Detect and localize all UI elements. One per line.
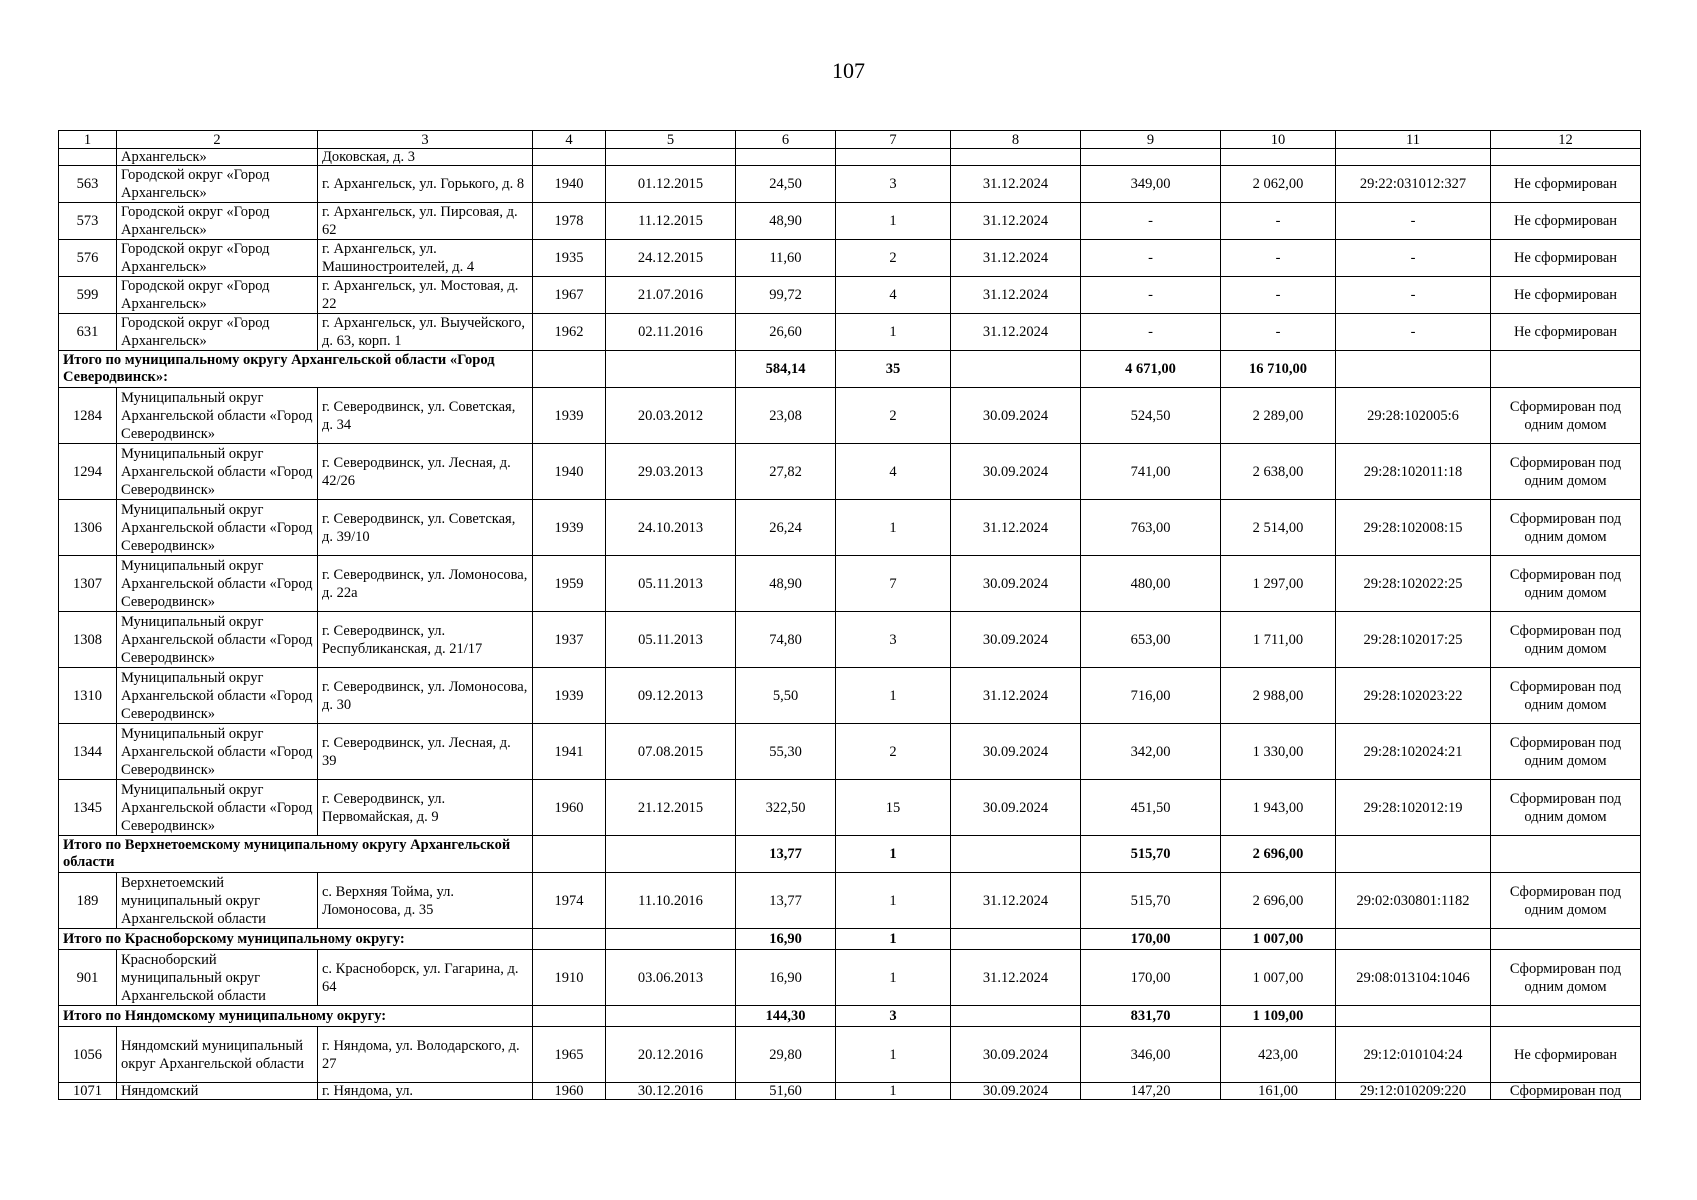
cell-date: 20.12.2016: [606, 1027, 736, 1083]
cell-deadline: [951, 149, 1081, 166]
subtotal-cell-plot-status: [1491, 929, 1641, 950]
cell-address: г. Северодвинск, ул. Ломоносова, д. 22а: [318, 556, 533, 612]
cell-plot-area: [1081, 149, 1221, 166]
cell-house-area: -: [1221, 240, 1336, 277]
cell-residents: 2: [836, 388, 951, 444]
cell-date: 05.11.2013: [606, 612, 736, 668]
subtotal-cell-residents: 1: [836, 929, 951, 950]
cell-area: 29,80: [736, 1027, 836, 1083]
cell-address: г. Северодвинск, ул. Советская, д. 39/10: [318, 500, 533, 556]
cell-plot-area: -: [1081, 240, 1221, 277]
cell-year: 1939: [533, 668, 606, 724]
subtotal-cell-plot-area: 515,70: [1081, 836, 1221, 873]
cell-house-area: 2 988,00: [1221, 668, 1336, 724]
cell-area: 27,82: [736, 444, 836, 500]
cell-number: 1345: [59, 780, 117, 836]
cell-area: 13,77: [736, 873, 836, 929]
cell-house-area: 2 062,00: [1221, 166, 1336, 203]
cell-number: 599: [59, 277, 117, 314]
cell-plot-area: 716,00: [1081, 668, 1221, 724]
cell-date: [606, 149, 736, 166]
cell-residents: 1: [836, 203, 951, 240]
cell-date: 07.08.2015: [606, 724, 736, 780]
table-row: [59, 612, 1641, 668]
cell-deadline: 31.12.2024: [951, 166, 1081, 203]
cell-cadastral: 29:28:102005:6: [1336, 388, 1491, 444]
table-row: [59, 388, 1641, 444]
cell-number: 1284: [59, 388, 117, 444]
subtotal-cell-date: [606, 1006, 736, 1027]
cell-deadline: 30.09.2024: [951, 556, 1081, 612]
cell-cadastral: 29:28:102008:15: [1336, 500, 1491, 556]
subtotal-row: [59, 836, 1641, 873]
cell-residents: 15: [836, 780, 951, 836]
table-row: [59, 444, 1641, 500]
subtotal-cell-house-area: 1 109,00: [1221, 1006, 1336, 1027]
cell-plot-status: Не сформирован: [1491, 203, 1641, 240]
cell-house-area: 2 514,00: [1221, 500, 1336, 556]
cell-plot-area: 763,00: [1081, 500, 1221, 556]
cell-plot-area: 524,50: [1081, 388, 1221, 444]
cell-plot-status: Сформирован под одним домом: [1491, 500, 1641, 556]
subtotal-label: Итого по муниципальному округу Архангельской области «Город Северодвинск»:: [59, 351, 533, 388]
cell-residents: 1: [836, 1027, 951, 1083]
column-number-header: [59, 131, 1641, 149]
cell-deadline: 30.09.2024: [951, 780, 1081, 836]
col-header: 8: [951, 131, 1081, 149]
cell-number: 1310: [59, 668, 117, 724]
cell-plot-status: Не сформирован: [1491, 166, 1641, 203]
table-row: [59, 873, 1641, 929]
cell-plot-status: Сформирован под одним домом: [1491, 873, 1641, 929]
cell-year: 1978: [533, 203, 606, 240]
cell-plot-status: Сформирован под одним домом: [1491, 556, 1641, 612]
cell-address: г. Архангельск, ул. Машиностроителей, д. 4: [318, 240, 533, 277]
subtotal-cell-cadastral: [1336, 351, 1491, 388]
cell-municipality: Муниципальный округ Архангельской области «Город Северодвинск»: [117, 724, 318, 780]
cell-residents: 1: [836, 873, 951, 929]
cell-year: 1910: [533, 950, 606, 1006]
cell-cadastral: [1336, 149, 1491, 166]
subtotal-cell-area: 13,77: [736, 836, 836, 873]
cell-cadastral: 29:28:102022:25: [1336, 556, 1491, 612]
subtotal-label: Итого по Няндомскому муниципальному округу:: [59, 1006, 533, 1027]
cell-residents: 1: [836, 950, 951, 1006]
cell-number: 189: [59, 873, 117, 929]
cell-address: г. Архангельск, ул. Выучейского, д. 63, корп. 1: [318, 314, 533, 351]
cell-house-area: 1 297,00: [1221, 556, 1336, 612]
cell-deadline: 30.09.2024: [951, 612, 1081, 668]
cell-cadastral: 29:28:102024:21: [1336, 724, 1491, 780]
cell-plot-status: [1491, 149, 1641, 166]
subtotal-cell-area: 144,30: [736, 1006, 836, 1027]
cell-cadastral: 29:28:102017:25: [1336, 612, 1491, 668]
cell-address: г. Няндома, ул.: [318, 1083, 533, 1100]
continuation-row: [59, 149, 1641, 166]
cell-cadastral: 29:28:102011:18: [1336, 444, 1491, 500]
col-header: 2: [117, 131, 318, 149]
subtotal-cell-plot-status: [1491, 836, 1641, 873]
cell-number: 901: [59, 950, 117, 1006]
cell-municipality: Верхнетоемский муниципальный округ Архангельской области: [117, 873, 318, 929]
cell-house-area: 1 330,00: [1221, 724, 1336, 780]
cell-plot-status: Сформирован под одним домом: [1491, 780, 1641, 836]
cell-area: 99,72: [736, 277, 836, 314]
subtotal-cell-deadline: [951, 836, 1081, 873]
cell-address: г. Северодвинск, ул. Советская, д. 34: [318, 388, 533, 444]
subtotal-cell-cadastral: [1336, 929, 1491, 950]
subtotal-cell-plot-area: 170,00: [1081, 929, 1221, 950]
cell-municipality: Городской округ «Город Архангельск»: [117, 166, 318, 203]
cell-residents: 7: [836, 556, 951, 612]
subtotal-label: Итого по Верхнетоемскому муниципальному округу Архангельской области: [59, 836, 533, 873]
cell-plot-area: 346,00: [1081, 1027, 1221, 1083]
cell-deadline: 30.09.2024: [951, 444, 1081, 500]
cell-date: 30.12.2016: [606, 1083, 736, 1100]
cell-area: 322,50: [736, 780, 836, 836]
col-header: 3: [318, 131, 533, 149]
cell-number: 576: [59, 240, 117, 277]
cell-plot-status: Сформирован под одним домом: [1491, 668, 1641, 724]
cell-plot-area: 451,50: [1081, 780, 1221, 836]
cell-date: 21.12.2015: [606, 780, 736, 836]
cell-house-area: -: [1221, 314, 1336, 351]
subtotal-cell-deadline: [951, 351, 1081, 388]
subtotal-cell-area: 16,90: [736, 929, 836, 950]
subtotal-cell-house-area: 1 007,00: [1221, 929, 1336, 950]
cell-plot-area: -: [1081, 314, 1221, 351]
table-row: [59, 203, 1641, 240]
cell-plot-status: Не сформирован: [1491, 314, 1641, 351]
cell-number: 563: [59, 166, 117, 203]
cell-municipality: Муниципальный округ Архангельской области «Город Северодвинск»: [117, 556, 318, 612]
cell-address: г. Северодвинск, ул. Лесная, д. 39: [318, 724, 533, 780]
subtotal-cell-house-area: 2 696,00: [1221, 836, 1336, 873]
subtotal-cell-cadastral: [1336, 836, 1491, 873]
cell-address: г. Архангельск, ул. Горького, д. 8: [318, 166, 533, 203]
cell-municipality: Городской округ «Город Архангельск»: [117, 314, 318, 351]
cell-address: с. Верхняя Тойма, ул. Ломоносова, д. 35: [318, 873, 533, 929]
cell-area: [736, 149, 836, 166]
cell-area: 55,30: [736, 724, 836, 780]
cell-house-area: 1 711,00: [1221, 612, 1336, 668]
cell-date: 11.10.2016: [606, 873, 736, 929]
cell-residents: 2: [836, 240, 951, 277]
cell-date: 24.10.2013: [606, 500, 736, 556]
table-row: [59, 500, 1641, 556]
cell-year: 1962: [533, 314, 606, 351]
cell-plot-status: Не сформирован: [1491, 240, 1641, 277]
cell-municipality: Городской округ «Город Архангельск»: [117, 277, 318, 314]
cell-house-area: [1221, 149, 1336, 166]
cell-area: 48,90: [736, 203, 836, 240]
cell-municipality: Муниципальный округ Архангельской области «Город Северодвинск»: [117, 388, 318, 444]
cell-address: г. Северодвинск, ул. Первомайская, д. 9: [318, 780, 533, 836]
cell-plot-status: Сформирован под: [1491, 1083, 1641, 1100]
cell-plot-area: 342,00: [1081, 724, 1221, 780]
cell-date: 24.12.2015: [606, 240, 736, 277]
cell-address: г. Архангельск, ул. Пирсовая, д. 62: [318, 203, 533, 240]
cell-cadastral: -: [1336, 277, 1491, 314]
cell-address: Доковская, д. 3: [318, 149, 533, 166]
cell-area: 23,08: [736, 388, 836, 444]
subtotal-cell-residents: 3: [836, 1006, 951, 1027]
cell-municipality: Архангельск»: [117, 149, 318, 166]
cell-address: г. Няндома, ул. Володарского, д. 27: [318, 1027, 533, 1083]
cell-area: 26,60: [736, 314, 836, 351]
col-header: 4: [533, 131, 606, 149]
subtotal-cell-plot-area: 831,70: [1081, 1006, 1221, 1027]
cell-deadline: 31.12.2024: [951, 500, 1081, 556]
subtotal-cell-plot-area: 4 671,00: [1081, 351, 1221, 388]
cell-plot-status: Сформирован под одним домом: [1491, 724, 1641, 780]
cell-year: 1941: [533, 724, 606, 780]
cell-area: 26,24: [736, 500, 836, 556]
subtotal-cell-area: 584,14: [736, 351, 836, 388]
cell-municipality: Городской округ «Город Архангельск»: [117, 240, 318, 277]
col-header: 11: [1336, 131, 1491, 149]
cell-year: 1935: [533, 240, 606, 277]
cell-deadline: 31.12.2024: [951, 314, 1081, 351]
cell-residents: 3: [836, 166, 951, 203]
cell-house-area: -: [1221, 277, 1336, 314]
subtotal-cell-residents: 1: [836, 836, 951, 873]
cell-address: г. Архангельск, ул. Мостовая, д. 22: [318, 277, 533, 314]
subtotal-cell-date: [606, 351, 736, 388]
table-row: [59, 556, 1641, 612]
cell-date: 21.07.2016: [606, 277, 736, 314]
col-header: 6: [736, 131, 836, 149]
col-header: 7: [836, 131, 951, 149]
cell-residents: 4: [836, 277, 951, 314]
subtotal-cell-house-area: 16 710,00: [1221, 351, 1336, 388]
cell-date: 01.12.2015: [606, 166, 736, 203]
col-header: 12: [1491, 131, 1641, 149]
cell-number: 573: [59, 203, 117, 240]
subtotal-cell-date: [606, 836, 736, 873]
cell-cadastral: 29:02:030801:1182: [1336, 873, 1491, 929]
subtotal-cell-plot-status: [1491, 351, 1641, 388]
cell-municipality: Муниципальный округ Архангельской области «Город Северодвинск»: [117, 668, 318, 724]
subtotal-cell-date: [606, 929, 736, 950]
subtotal-row: [59, 351, 1641, 388]
cell-year: 1960: [533, 780, 606, 836]
cell-plot-status: Не сформирован: [1491, 1027, 1641, 1083]
cell-year: 1974: [533, 873, 606, 929]
cell-year: 1940: [533, 166, 606, 203]
cell-plot-area: -: [1081, 203, 1221, 240]
col-header: 5: [606, 131, 736, 149]
cell-area: 74,80: [736, 612, 836, 668]
subtotal-cell-plot-status: [1491, 1006, 1641, 1027]
cell-residents: 1: [836, 1083, 951, 1100]
cell-cadastral: 29:28:102023:22: [1336, 668, 1491, 724]
cell-plot-area: -: [1081, 277, 1221, 314]
cell-number: 1071: [59, 1083, 117, 1100]
cell-deadline: 30.09.2024: [951, 388, 1081, 444]
cell-area: 5,50: [736, 668, 836, 724]
cell-year: 1937: [533, 612, 606, 668]
cell-municipality: Городской округ «Город Архангельск»: [117, 203, 318, 240]
subtotal-cell-cadastral: [1336, 1006, 1491, 1027]
cell-deadline: 31.12.2024: [951, 668, 1081, 724]
subtotal-cell-year: [533, 1006, 606, 1027]
cell-plot-status: Не сформирован: [1491, 277, 1641, 314]
cell-deadline: 31.12.2024: [951, 203, 1081, 240]
cell-year: 1965: [533, 1027, 606, 1083]
cell-residents: 1: [836, 668, 951, 724]
cell-cadastral: -: [1336, 240, 1491, 277]
cell-cadastral: 29:12:010209:220: [1336, 1083, 1491, 1100]
table-row: [59, 277, 1641, 314]
cell-municipality: Няндомский муниципальный округ Архангельской области: [117, 1027, 318, 1083]
cell-municipality: Муниципальный округ Архангельской области «Город Северодвинск»: [117, 780, 318, 836]
cell-number: 1306: [59, 500, 117, 556]
cell-year: 1960: [533, 1083, 606, 1100]
cell-plot-area: 480,00: [1081, 556, 1221, 612]
cell-area: 11,60: [736, 240, 836, 277]
subtotal-cell-residents: 35: [836, 351, 951, 388]
subtotal-cell-year: [533, 836, 606, 873]
cell-plot-area: 147,20: [1081, 1083, 1221, 1100]
cell-house-area: 1 007,00: [1221, 950, 1336, 1006]
cell-deadline: 30.09.2024: [951, 1027, 1081, 1083]
cell-number: [59, 149, 117, 166]
table-row: [59, 1083, 1641, 1100]
cell-deadline: 30.09.2024: [951, 1083, 1081, 1100]
cell-plot-area: 741,00: [1081, 444, 1221, 500]
cell-deadline: 31.12.2024: [951, 873, 1081, 929]
cell-cadastral: 29:28:102012:19: [1336, 780, 1491, 836]
subtotal-row: [59, 929, 1641, 950]
table-row: [59, 314, 1641, 351]
cell-area: 24,50: [736, 166, 836, 203]
subtotal-cell-deadline: [951, 929, 1081, 950]
cell-cadastral: -: [1336, 314, 1491, 351]
col-header: 1: [59, 131, 117, 149]
cell-year: 1939: [533, 388, 606, 444]
cell-plot-status: Сформирован под одним домом: [1491, 950, 1641, 1006]
cell-number: 1294: [59, 444, 117, 500]
cell-plot-area: 170,00: [1081, 950, 1221, 1006]
housing-registry-table: [58, 130, 1641, 1100]
table-row: [59, 1027, 1641, 1083]
subtotal-row: [59, 1006, 1641, 1027]
cell-municipality: Муниципальный округ Архангельской области «Город Северодвинск»: [117, 612, 318, 668]
cell-plot-status: Сформирован под одним домом: [1491, 388, 1641, 444]
page-number: 107: [832, 58, 865, 83]
subtotal-cell-deadline: [951, 1006, 1081, 1027]
cell-house-area: 2 289,00: [1221, 388, 1336, 444]
cell-municipality: Муниципальный округ Архангельской области «Город Северодвинск»: [117, 500, 318, 556]
cell-year: 1959: [533, 556, 606, 612]
cell-residents: 1: [836, 314, 951, 351]
cell-deadline: 31.12.2024: [951, 277, 1081, 314]
cell-cadastral: 29:12:010104:24: [1336, 1027, 1491, 1083]
cell-date: 09.12.2013: [606, 668, 736, 724]
cell-residents: [836, 149, 951, 166]
cell-deadline: 30.09.2024: [951, 724, 1081, 780]
cell-cadastral: -: [1336, 203, 1491, 240]
cell-house-area: 1 943,00: [1221, 780, 1336, 836]
cell-date: 11.12.2015: [606, 203, 736, 240]
table-row: [59, 724, 1641, 780]
cell-number: 631: [59, 314, 117, 351]
cell-number: 1307: [59, 556, 117, 612]
cell-year: 1940: [533, 444, 606, 500]
col-header: 9: [1081, 131, 1221, 149]
cell-house-area: -: [1221, 203, 1336, 240]
table-row: [59, 950, 1641, 1006]
cell-address: с. Красноборск, ул. Гагарина, д. 64: [318, 950, 533, 1006]
cell-municipality: Няндомский: [117, 1083, 318, 1100]
cell-house-area: 423,00: [1221, 1027, 1336, 1083]
cell-address: г. Северодвинск, ул. Республиканская, д. 21/17: [318, 612, 533, 668]
cell-cadastral: 29:22:031012:327: [1336, 166, 1491, 203]
cell-house-area: 2 696,00: [1221, 873, 1336, 929]
cell-number: 1344: [59, 724, 117, 780]
cell-area: 48,90: [736, 556, 836, 612]
cell-plot-area: 515,70: [1081, 873, 1221, 929]
cell-number: 1056: [59, 1027, 117, 1083]
cell-year: 1967: [533, 277, 606, 314]
cell-date: 02.11.2016: [606, 314, 736, 351]
cell-address: г. Северодвинск, ул. Лесная, д. 42/26: [318, 444, 533, 500]
cell-municipality: Красноборский муниципальный округ Архангельской области: [117, 950, 318, 1006]
cell-residents: 4: [836, 444, 951, 500]
table-row: [59, 166, 1641, 203]
cell-address: г. Северодвинск, ул. Ломоносова, д. 30: [318, 668, 533, 724]
cell-plot-area: 349,00: [1081, 166, 1221, 203]
cell-year: [533, 149, 606, 166]
cell-residents: 3: [836, 612, 951, 668]
cell-cadastral: 29:08:013104:1046: [1336, 950, 1491, 1006]
cell-area: 51,60: [736, 1083, 836, 1100]
cell-house-area: 161,00: [1221, 1083, 1336, 1100]
table-row: [59, 668, 1641, 724]
cell-plot-status: Сформирован под одним домом: [1491, 612, 1641, 668]
cell-residents: 2: [836, 724, 951, 780]
cell-plot-area: 653,00: [1081, 612, 1221, 668]
cell-date: 29.03.2013: [606, 444, 736, 500]
cell-municipality: Муниципальный округ Архангельской области «Город Северодвинск»: [117, 444, 318, 500]
cell-deadline: 31.12.2024: [951, 950, 1081, 1006]
cell-date: 05.11.2013: [606, 556, 736, 612]
cell-deadline: 31.12.2024: [951, 240, 1081, 277]
table-row: [59, 240, 1641, 277]
cell-date: 03.06.2013: [606, 950, 736, 1006]
table-row: [59, 780, 1641, 836]
subtotal-cell-year: [533, 929, 606, 950]
cell-residents: 1: [836, 500, 951, 556]
cell-plot-status: Сформирован под одним домом: [1491, 444, 1641, 500]
col-header: 10: [1221, 131, 1336, 149]
cell-area: 16,90: [736, 950, 836, 1006]
cell-house-area: 2 638,00: [1221, 444, 1336, 500]
subtotal-label: Итого по Красноборскому муниципальному округу:: [59, 929, 533, 950]
cell-year: 1939: [533, 500, 606, 556]
subtotal-cell-year: [533, 351, 606, 388]
cell-number: 1308: [59, 612, 117, 668]
cell-date: 20.03.2012: [606, 388, 736, 444]
